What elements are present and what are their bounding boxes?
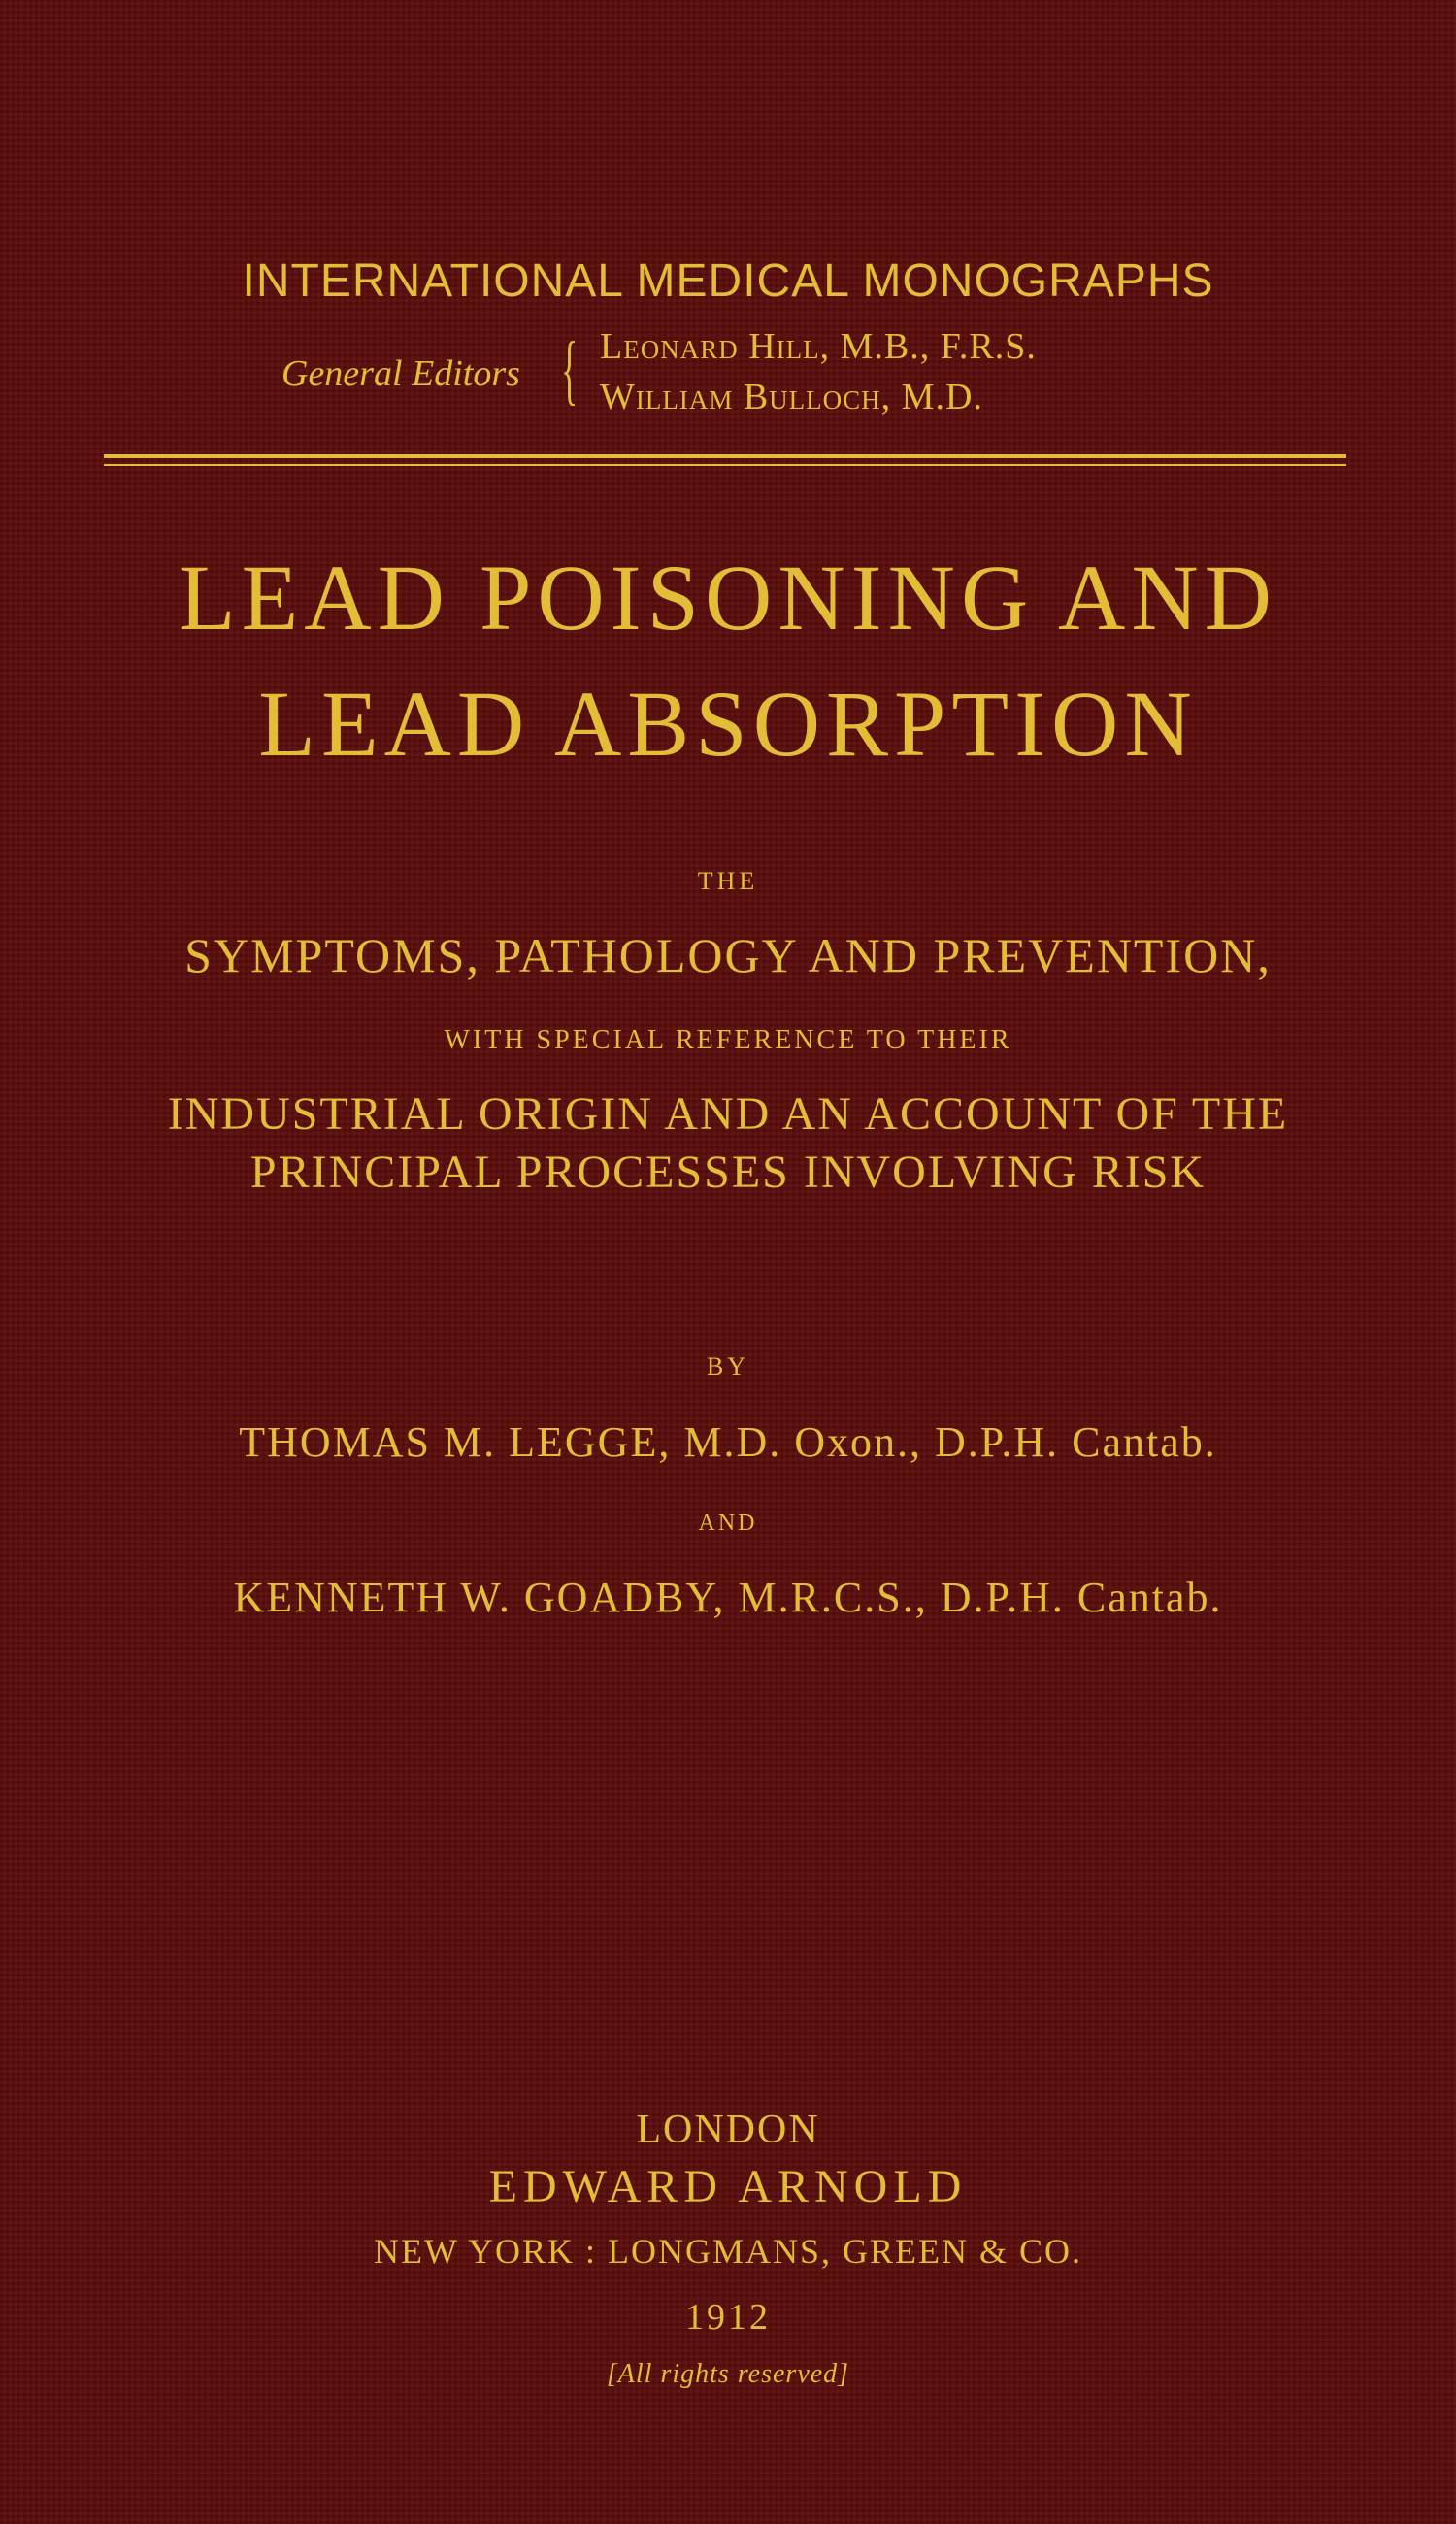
book-title-line-1: LEAD POISONING AND (179, 546, 1277, 649)
divider-rule-thick (104, 454, 1346, 458)
imprint-year: 1912 (685, 2297, 771, 2338)
imprint-publisher: EDWARD ARNOLD (488, 2161, 968, 2212)
subtitle-line-2: INDUSTRIAL ORIGIN AND AN ACCOUNT OF THE (167, 1088, 1289, 1140)
editor-leonard-hill: Leonard Hill, M.B., F.R.S. (600, 326, 1037, 367)
author-kenneth-goadby: KENNETH W. GOADBY, M.R.C.S., D.P.H. Cantab. (233, 1574, 1223, 1621)
subtitle-line-1: SYMPTOMS, PATHOLOGY AND PREVENTION, (184, 928, 1272, 982)
author-thomas-legge: THOMAS M. LEGGE, M.D. Oxon., D.P.H. Cantab. (239, 1418, 1217, 1466)
series-title: INTERNATIONAL MEDICAL MONOGRAPHS (242, 255, 1214, 307)
by-label: BY (706, 1352, 750, 1380)
imprint-place: LONDON (636, 2108, 820, 2152)
editor-william-bulloch: William Bulloch, M.D. (600, 377, 983, 417)
imprint-new-york: NEW YORK : LONGMANS, GREEN & CO. (374, 2232, 1082, 2271)
general-editors (281, 325, 1155, 422)
general-editors-label: General Editors (281, 353, 520, 394)
and-label: AND (698, 1511, 758, 1536)
subtitle-the: THE (697, 867, 759, 895)
subtitle-line-3: PRINCIPAL PROCESSES INVOLVING RISK (249, 1146, 1207, 1198)
subtitle-with-reference: WITH SPECIAL REFERENCE TO THEIR (444, 1025, 1012, 1055)
book-title-line-2: LEAD ABSORPTION (258, 672, 1198, 776)
divider-rule-thin (104, 464, 1346, 466)
brace-icon: { (561, 327, 579, 413)
rights-notice: [All rights reserved] (606, 2359, 850, 2389)
